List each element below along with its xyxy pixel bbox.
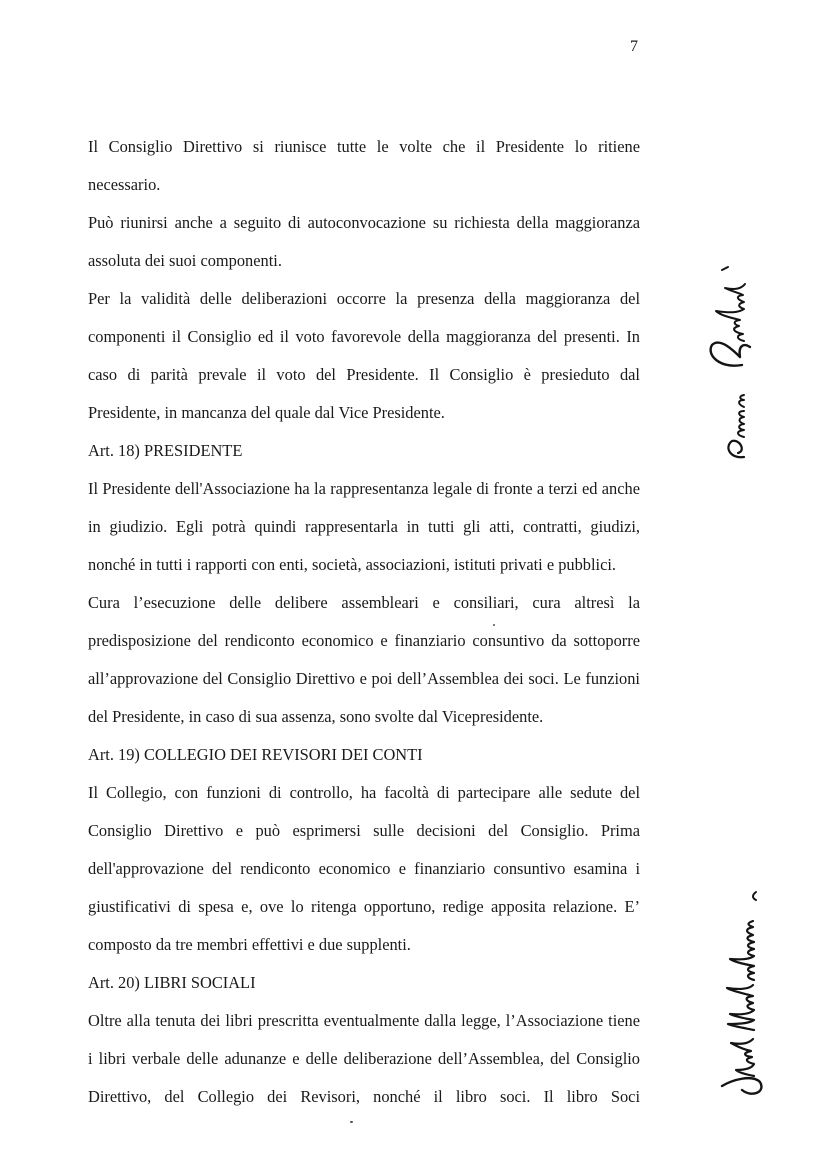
- signature-lower-icon: [712, 870, 778, 1100]
- signature-upper-icon: [700, 215, 776, 465]
- text-line: i libri verbale delle adunanze e delle deliberazione dell’Assemblea, del Consiglio: [88, 1049, 640, 1068]
- text-line: Il Collegio, con funzioni di controllo, ha facoltà di partecipare alle sedute del: [88, 783, 640, 802]
- section-heading: Art. 20) LIBRI SOCIALI: [88, 973, 256, 992]
- text-line: Direttivo, del Collegio dei Revisori, nonché il libro soci. Il libro Soci: [88, 1087, 640, 1106]
- text-line: dell'approvazione del rendiconto economico e finanziario consuntivo esamina i: [88, 859, 640, 878]
- text-line: all’approvazione del Consiglio Direttivo e poi dell’Assemblea dei soci. Le funzioni: [88, 669, 640, 688]
- scan-speck: [493, 624, 495, 626]
- text-line: composto da tre membri effettivi e due supplenti.: [88, 935, 411, 954]
- text-line: Il Consiglio Direttivo si riunisce tutte le volte che il Presidente lo ritiene: [88, 137, 640, 156]
- text-line: giustificativi di spesa e, ove lo ritenga opportuno, redige apposita relazione. E’: [88, 897, 640, 916]
- text-line: Presidente, in mancanza del quale dal Vice Presidente.: [88, 403, 445, 422]
- text-line: predisposizione del rendiconto economico e finanziario consuntivo da sottoporre: [88, 631, 640, 650]
- section-heading: Art. 19) COLLEGIO DEI REVISORI DEI CONTI: [88, 745, 423, 764]
- text-line: nonché in tutti i rapporti con enti, società, associazioni, istituti privati e pubblici.: [88, 555, 617, 574]
- text-line: Consiglio Direttivo e può esprimersi sulle decisioni del Consiglio. Prima: [88, 821, 640, 840]
- text-line: Per la validità delle deliberazioni occorre la presenza della maggioranza del: [88, 289, 640, 308]
- text-line: del Presidente, in caso di sua assenza, sono svolte dal Vicepresidente.: [88, 707, 544, 726]
- text-line: Oltre alla tenuta dei libri prescritta eventualmente dalla legge, l’Associazione tiene: [88, 1011, 640, 1030]
- scan-speck: [350, 1121, 353, 1123]
- text-line: caso di parità prevale il voto del Presidente. Il Consiglio è presieduto dal: [88, 365, 640, 384]
- text-line: Il Presidente dell'Associazione ha la rappresentanza legale di fronte a terzi ed anche: [88, 479, 640, 498]
- text-line: Può riunirsi anche a seguito di autoconvocazione su richiesta della maggioranza: [88, 213, 640, 232]
- page-number: 7: [630, 38, 638, 55]
- text-line: componenti il Consiglio ed il voto favorevole della maggioranza del presenti. In: [88, 327, 640, 346]
- text-line: in giudizio. Egli potrà quindi rappresentarla in tutti gli atti, contratti, giudizi,: [88, 517, 640, 536]
- section-heading: Art. 18) PRESIDENTE: [88, 441, 243, 460]
- text-line: Cura l’esecuzione delle delibere assembleari e consiliari, cura altresì la: [88, 593, 640, 612]
- text-line: assoluta dei suoi componenti.: [88, 251, 282, 270]
- text-line: necessario.: [88, 175, 161, 194]
